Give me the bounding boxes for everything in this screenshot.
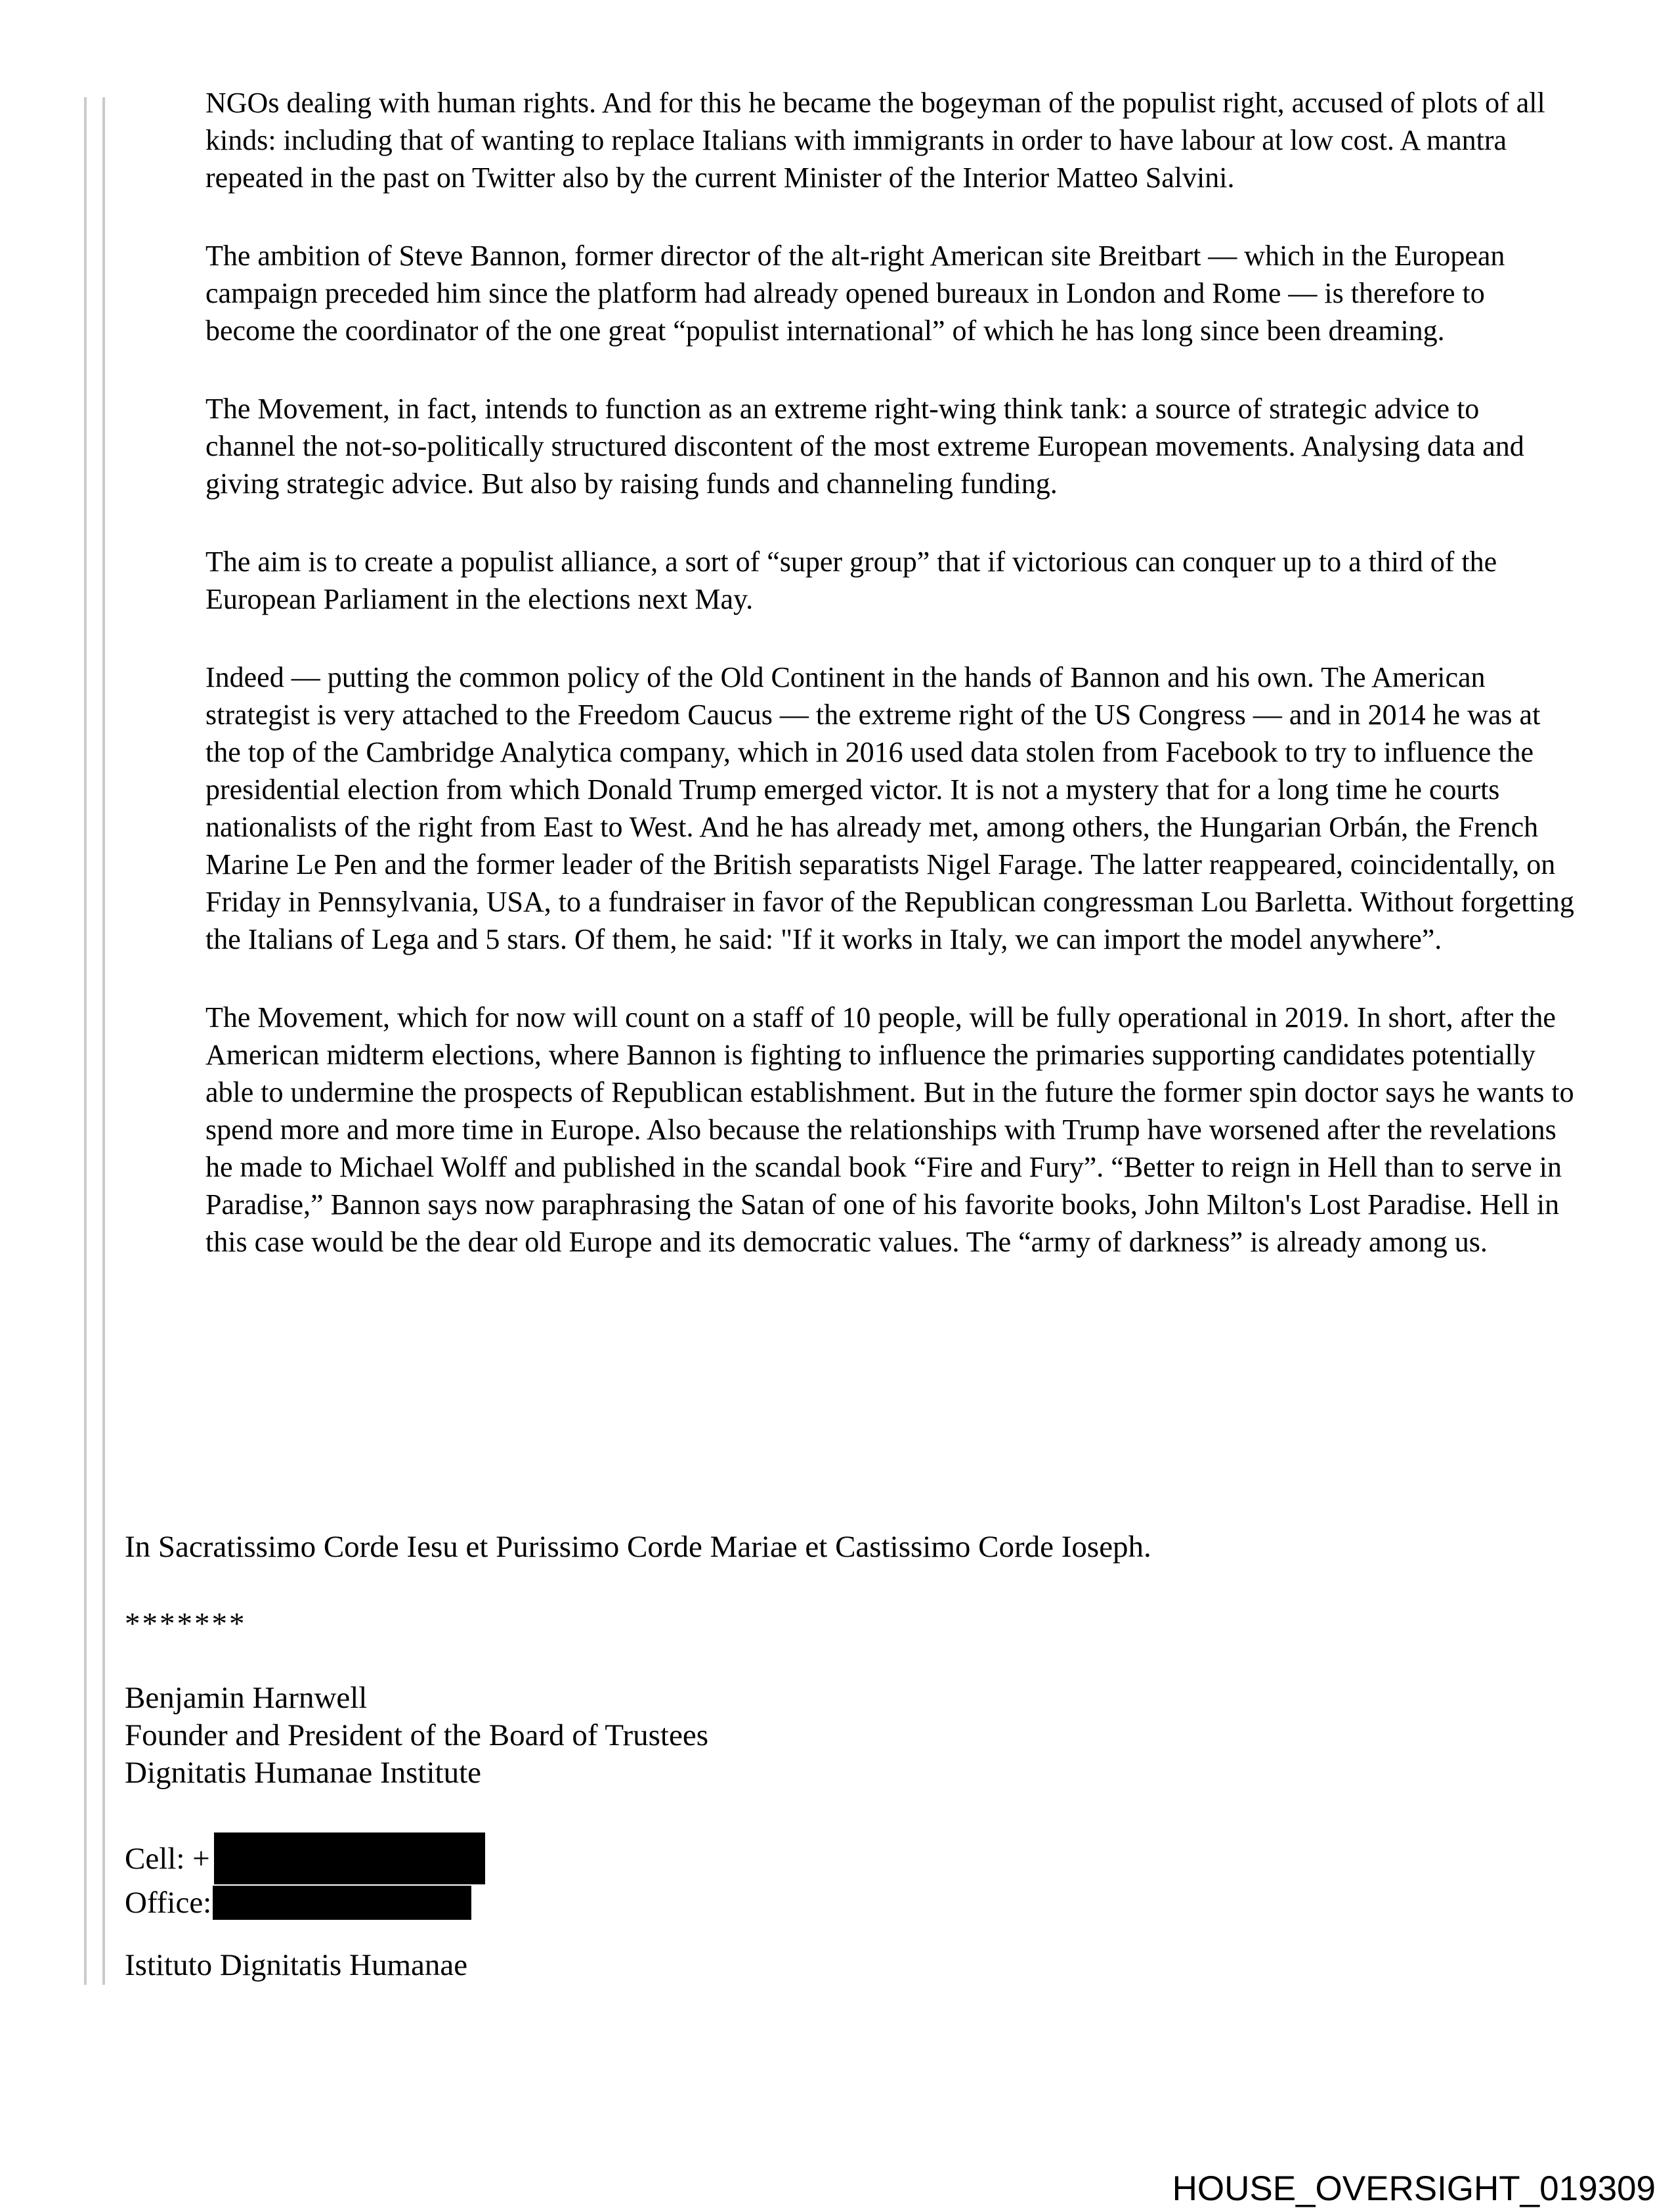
signature-name: Benjamin Harnwell bbox=[125, 1681, 368, 1715]
paragraph-2: The ambition of Steve Bannon, former director of the alt-right American site Breitbart — which in the European campaign preceded him since the platform had already opened bureaux in London and Rome — is therefore to become the coordinator of the one great “populist international” of which he has long since been dreaming. bbox=[205, 240, 1505, 347]
organization-footer: Istituto Dignitatis Humanae bbox=[125, 1948, 468, 1982]
paragraph-6: The Movement, which for now will count on a staff of 10 people, will be fully operational in 2019. In short, after the American midterm elections, where Bannon is fighting to influence the primaries supporting candidates potentially able to undermine the prospects of Republican establishment. But in the future the former spin doctor says he wants to spend more and more time in Europe. Also because the relationships with Trump have worsened after the revelations he made to Michael Wolff and published in the scandal book “Fire and Fury”. “Better to reign in Hell than to serve in Paradise,” Bannon says now paraphrasing the Satan of one of his favorite books, John Milton's Lost Paradise. Hell in this case would be the dear old Europe and its democratic values. The “army of darkness” is already among us. bbox=[205, 1001, 1574, 1258]
signature-title: Founder and President of the Board of Trustees bbox=[125, 1718, 708, 1752]
email-body bbox=[205, 84, 1574, 1261]
paragraph-5: Indeed — putting the common policy of the Old Continent in the hands of Bannon and his own. The American strategist is very attached to the Freedom Caucus — the extreme right of the US Congress — and in 2014 he was at the top of the Cambridge Analytica company, which in 2016 used data stolen from Facebook to try to influence the presidential election from which Donald Trump emerged victor. It is not a mystery that for a long time he courts nationalists of the right from East to West. And he has already met, among others, the Hungarian Orbán, the French Marine Le Pen and the former leader of the British separatists Nigel Farage. The latter reappeared, coincidentally, on Friday in Pennsylvania, USA, to a fundraiser in favor of the Republican congressman Lou Barletta. Without forgetting the Italians of Lega and 5 stars. Of them, he said: "If it works in Italy, we can import the model anywhere”. bbox=[205, 661, 1574, 955]
office-phone-row bbox=[125, 1886, 471, 1920]
quote-bar-outer bbox=[84, 97, 87, 1985]
redaction-box-office bbox=[213, 1886, 471, 1920]
paragraph-3: The Movement, in fact, intends to function as an extreme right-wing think tank: a source of strategic advice to channel the not-so-politically structured discontent of the most extreme European movements. Analysing data and giving strategic advice. But also by raising funds and channeling funding. bbox=[205, 393, 1524, 500]
asterisk-separator: ******* bbox=[125, 1607, 247, 1641]
paragraph-1: NGOs dealing with human rights. And for this he became the bogeyman of the populist right, accused of plots of all kinds: including that of wanting to replace Italians with immigrants in order to have labour at low cost. A mantra repeated in the past on Twitter also by the current Minister of the Interior Matteo Salvini. bbox=[205, 87, 1545, 194]
signature-organization: Dignitatis Humanae Institute bbox=[125, 1756, 482, 1790]
closing-line: In Sacratissimo Corde Iesu et Purissimo Corde Mariae et Castissimo Corde Ioseph. bbox=[125, 1530, 1151, 1564]
bates-number: HOUSE_OVERSIGHT_019309 bbox=[1172, 2169, 1656, 2208]
cell-label: Cell: + bbox=[125, 1841, 210, 1876]
redaction-box-cell bbox=[214, 1832, 485, 1884]
quote-bar-inner bbox=[102, 97, 105, 1985]
signature-block bbox=[125, 1680, 708, 1792]
office-label: Office: bbox=[125, 1886, 212, 1920]
paragraph-4: The aim is to create a populist alliance, a sort of “super group” that if victorious can conquer up to a third of the European Parliament in the elections next May. bbox=[205, 546, 1497, 615]
cell-phone-row bbox=[125, 1832, 485, 1884]
